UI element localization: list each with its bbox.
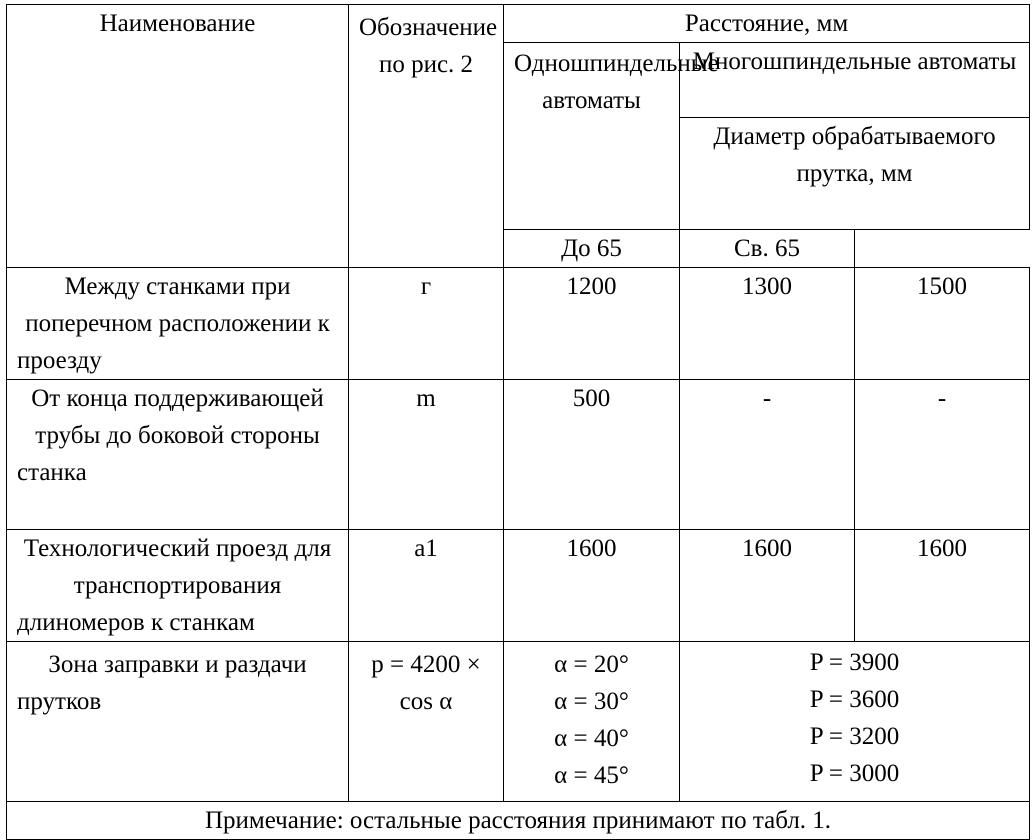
row-single-value: 500	[504, 380, 680, 530]
row-name: Технологический проезд для транспортирования длиномеров к станкам	[7, 530, 349, 642]
p-value: P = 3200	[809, 723, 900, 750]
header-distance: Расстояние, мм	[504, 5, 1030, 43]
p-value: P = 3000	[809, 760, 900, 787]
row-name: От конца поддерживающей трубы до боковой стороны станка	[7, 380, 349, 530]
row-multi-over-65-value: 1600	[855, 530, 1030, 642]
header-over-65: Св. 65	[680, 230, 855, 268]
angle-value: α = 30°	[554, 688, 629, 715]
header-multi-spindle: Многошпиндельные автоматы	[680, 43, 1030, 118]
angle-value: α = 45°	[554, 762, 629, 789]
row-single-angles	[504, 642, 680, 802]
row-multi-up-to-65-value: -	[680, 380, 855, 530]
angle-value: α = 40°	[554, 725, 629, 752]
distance-table	[6, 4, 1030, 840]
header-diameter: Диаметр обрабатываемого прутка, мм	[680, 118, 1030, 230]
header-row-1	[7, 5, 1030, 43]
table-row	[7, 268, 1030, 380]
header-designation: Обозначение по рис. 2	[349, 5, 504, 268]
table-note: Примечание: остальные расстояния принимают по табл. 1.	[7, 802, 1030, 840]
row-multi-up-to-65-value: 1300	[680, 268, 855, 380]
row-single-value: 1200	[504, 268, 680, 380]
table-row	[7, 530, 1030, 642]
row-designation: г	[349, 268, 504, 380]
angle-value: α = 20°	[554, 651, 629, 678]
row-multi-up-to-65-value: 1600	[680, 530, 855, 642]
table-row	[7, 380, 1030, 530]
table-row	[7, 642, 1030, 802]
row-designation: m	[349, 380, 504, 530]
header-up-to-65: До 65	[504, 230, 680, 268]
row-multi-values	[680, 642, 1030, 802]
row-name: Между станками при поперечном расположении к проезду	[7, 268, 349, 380]
row-multi-over-65-value: 1500	[855, 268, 1030, 380]
row-name: Зона заправки и раздачи прутков	[7, 642, 349, 802]
row-designation: p = 4200 × cos α	[349, 642, 504, 802]
p-value: P = 3900	[809, 649, 900, 676]
header-name: Наименование	[7, 5, 349, 268]
note-row	[7, 802, 1030, 840]
row-single-value: 1600	[504, 530, 680, 642]
p-value: P = 3600	[809, 686, 900, 713]
row-multi-over-65-value: -	[855, 380, 1030, 530]
row-designation: a1	[349, 530, 504, 642]
header-single-spindle: Одношпиндельные автоматы	[504, 43, 680, 230]
